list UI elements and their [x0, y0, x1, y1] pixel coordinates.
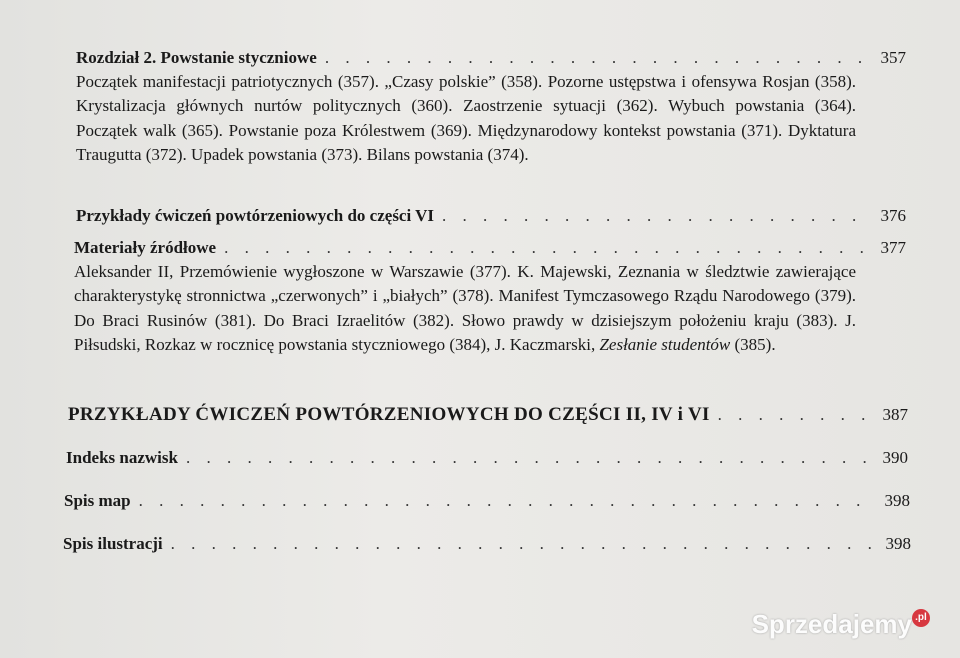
toc-entry-exercises-vi[interactable] — [76, 204, 906, 228]
toc-entry-exercises-all[interactable] — [68, 403, 908, 427]
desc-text: (385). — [730, 334, 776, 354]
entry-page: 390 — [882, 448, 908, 467]
dot-leader — [718, 403, 875, 427]
entry-title: Spis ilustracji — [63, 534, 163, 553]
entry-description — [74, 260, 856, 357]
dot-leader — [224, 236, 872, 260]
watermark-badge: .pl — [912, 609, 930, 627]
toc-entry-spis-ilustracji[interactable] — [63, 532, 911, 556]
desc-italic-title: Zesłanie studentów — [599, 334, 731, 354]
dot-leader — [171, 532, 878, 556]
entry-page: 376 — [880, 206, 906, 225]
entry-page: 398 — [884, 491, 910, 510]
entry-page: 357 — [880, 48, 906, 67]
entry-title: PRZYKŁADY ĆWICZEŃ POWTÓRZENIOWYCH DO CZĘŚCI II, IV i VI — [68, 404, 710, 425]
dot-leader — [442, 204, 872, 228]
watermark-text: Sprzedajemy — [751, 609, 912, 639]
dot-leader — [186, 446, 875, 470]
toc-entry-materialy[interactable] — [74, 236, 906, 260]
entry-page: 377 — [880, 238, 906, 257]
entry-page: 387 — [882, 405, 908, 424]
entry-description: Początek manifestacji patriotycznych (357). „Czasy polskie” (358). Pozorne ustępstwa i ofensywa Rosjan (358). Krystalizacja głównych nurtów politycznych (360). Zaostrzenie sytuacji (362). Wybuch powstania (364). Początek walk (365). Powstanie poza Królestwem (369). Międzynarodowy kontekst powstania (371). Dyktatura Traugutta (372). Upadek powstania (373). Bilans powstania (374). — [76, 72, 856, 164]
desc-text: Aleksander II, Przemówienie wygłoszone w Warszawie (377). K. Majewski, Zeznania w śledztwie zawierające charakterystykę stronnictwa „czerwonych” i „białych” (378). Manifest Tymczasowego Rządu Narodowego (379). Do Braci Rusinów (381). Do Braci Izraelitów (382). Słowo prawdy w dzisiejszym położeniu kraju (383). J. Piłsudski, Rozkaz w rocznicę powstania styczniowego (384), J. Kaczmarski, — [74, 262, 856, 354]
entry-title: Rozdział 2. Powstanie styczniowe — [76, 48, 317, 67]
entry-title: Spis map — [64, 491, 131, 510]
dot-leader — [139, 489, 877, 513]
toc-entry-spis-map[interactable] — [64, 489, 910, 513]
toc-entry-indeks[interactable] — [66, 446, 908, 470]
toc-entry-rozdzial-2[interactable] — [76, 46, 906, 70]
dot-leader — [325, 46, 873, 70]
watermark-logo — [752, 609, 930, 640]
entry-page: 398 — [885, 534, 911, 553]
entry-title: Materiały źródłowe — [74, 238, 217, 257]
entry-title: Przykłady ćwiczeń powtórzeniowych do części VI — [76, 206, 435, 225]
entry-title: Indeks nazwisk — [66, 448, 178, 467]
